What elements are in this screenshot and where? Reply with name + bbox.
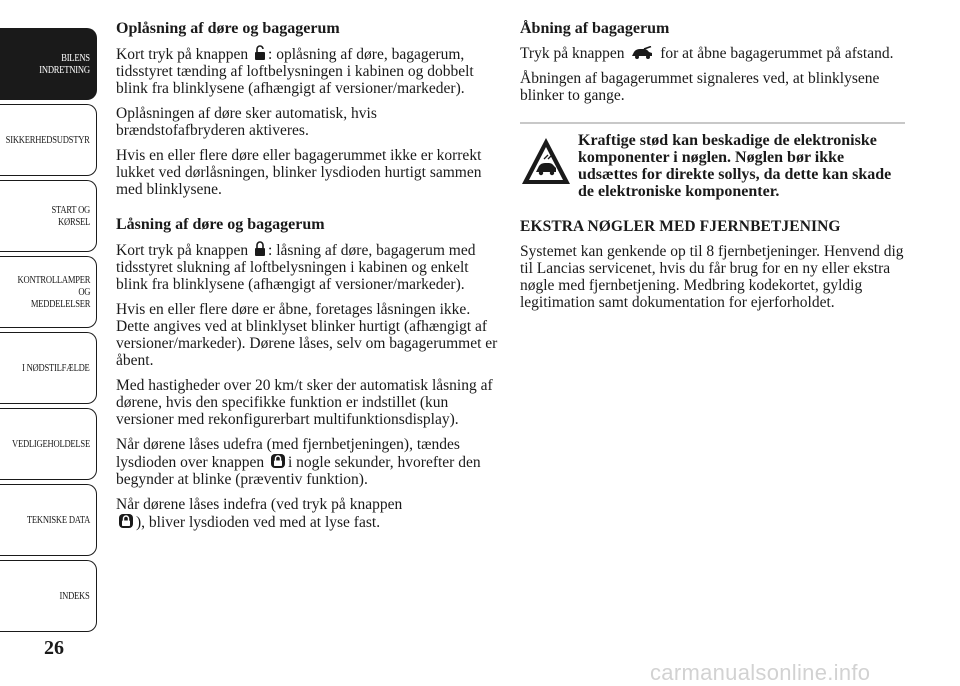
warning-triangle-icon bbox=[520, 136, 572, 188]
lock-paragraph-2: Hvis en eller flere døre er åbne, foretages låsningen ikke. Dette angives ved at blinklyset blinker hurtigt (afhængigt af versioner/markeder). Dørene låses, selv om bagagerummet er åbent. bbox=[116, 301, 498, 369]
left-column bbox=[116, 20, 499, 539]
tab-label: SIKKERHEDSUDSTYR bbox=[6, 134, 90, 146]
lock-button-icon bbox=[118, 513, 134, 529]
lock-icon bbox=[254, 241, 266, 257]
tab-label: I NØDSTILFÆLDE bbox=[22, 362, 90, 374]
text: Tryk på knappen bbox=[520, 45, 625, 62]
tab-vedligeholdelse[interactable] bbox=[0, 408, 97, 480]
lock-paragraph-1 bbox=[116, 241, 499, 293]
lock-paragraph-4 bbox=[116, 436, 499, 488]
tab-i-nodstilfaelde[interactable] bbox=[0, 332, 97, 404]
tab-label: VEDLIGEHOLDELSE bbox=[12, 438, 90, 450]
right-column bbox=[520, 20, 905, 319]
warning-text: Kraftige stød kan beskadige de elektroniske komponenter i nøglen. Nøglen bør ikke udsættes for direkte sollys, da dette kan skade de elektroniske komponenter. bbox=[578, 132, 892, 200]
text: i nogle sekunder, hvorefter den begynder at blinke (præventiv funktion). bbox=[116, 454, 481, 488]
trunk-open-icon bbox=[630, 46, 654, 60]
tab-label: BILENS INDRETNING bbox=[39, 52, 90, 76]
text: for at åbne bagagerummet på afstand. bbox=[660, 45, 894, 62]
page-number: 26 bbox=[44, 637, 64, 659]
tab-tekniske-data[interactable] bbox=[0, 484, 97, 556]
trunk-paragraph-1 bbox=[520, 45, 905, 62]
lock-heading: Låsning af døre og bagagerum bbox=[116, 216, 325, 233]
unlock-paragraph-3: Hvis en eller flere døre eller bagagerummet ikke er korrekt lukket ved dørlåsningen, blinker lysdioden hurtigt sammen med blinklysene. bbox=[116, 147, 482, 198]
trunk-paragraph-2: Åbningen af bagagerummet signaleres ved, at blinklysene blinker to gange. bbox=[520, 70, 880, 104]
extra-keys-paragraph: Systemet kan genkende op til 8 fjernbetjeninger. Henvend dig til Lancias servicenet, hvis du får brug for en ny eller ekstra nøgle med fjernbetjening. Medbring kodekortet, gyldig legitimation samt dokumentation for ejerforholdet. bbox=[520, 243, 904, 311]
trunk-heading: Åbning af bagagerum bbox=[520, 20, 670, 37]
text: Når dørene låses indefra (ved tryk på knappen bbox=[116, 496, 403, 513]
tab-label: INDEKS bbox=[59, 590, 90, 602]
tab-label: TEKNISKE DATA bbox=[26, 514, 90, 526]
lock-paragraph-3: Med hastigheder over 20 km/t sker der automatisk låsning af dørene, hvis den specifikke funktion er indstillet (kun versioner med rekonfigurerbart multifunktionsdisplay). bbox=[116, 377, 493, 428]
text: Når dørene låses udefra (med fjernbetjeningen), tændes lysdioden over knappen bbox=[116, 436, 460, 471]
tab-sikkerhedsudstyr[interactable] bbox=[0, 104, 97, 176]
text: : låsning af døre, bagagerum med tidsstyret slukning af loftbelysningen i kabinen og enkelt blink fra blinklysene (afhængigt af versioner/markeder). bbox=[116, 242, 476, 293]
tab-indeks[interactable] bbox=[0, 560, 97, 632]
tab-bilens-indretning[interactable] bbox=[0, 28, 97, 100]
lock-button-icon bbox=[270, 453, 286, 469]
watermark: carmanualsonline.info bbox=[650, 660, 871, 685]
warning-box bbox=[520, 122, 905, 200]
text: Kort tryk på knappen bbox=[116, 242, 249, 259]
text: Kort tryk på knappen bbox=[116, 46, 249, 63]
extra-keys-heading: EKSTRA NØGLER MED FJERNBETJENING bbox=[520, 218, 841, 235]
unlock-heading: Oplåsning af døre og bagagerum bbox=[116, 20, 340, 37]
tab-label: START OG KØRSEL bbox=[51, 204, 90, 228]
tab-kontrollamper[interactable] bbox=[0, 256, 97, 328]
lock-paragraph-5 bbox=[116, 496, 499, 531]
unlock-paragraph-2: Oplåsningen af døre sker automatisk, hvis brændstofafbryderen aktiveres. bbox=[116, 105, 377, 139]
unlock-icon bbox=[254, 45, 266, 61]
text: ), bliver lysdioden ved med at lyse fast. bbox=[136, 514, 381, 531]
text: : oplåsning af døre, bagagerum, tidsstyret tænding af loftbelysningen i kabinen og dobbelt blink fra blinklysene (afhængigt af versioner/markeder). bbox=[116, 46, 474, 97]
unlock-paragraph-1 bbox=[116, 45, 499, 97]
tab-start-og-korsel[interactable] bbox=[0, 180, 97, 252]
tab-label: KONTROLLAMPER OG MEDDELELSER bbox=[17, 274, 90, 310]
